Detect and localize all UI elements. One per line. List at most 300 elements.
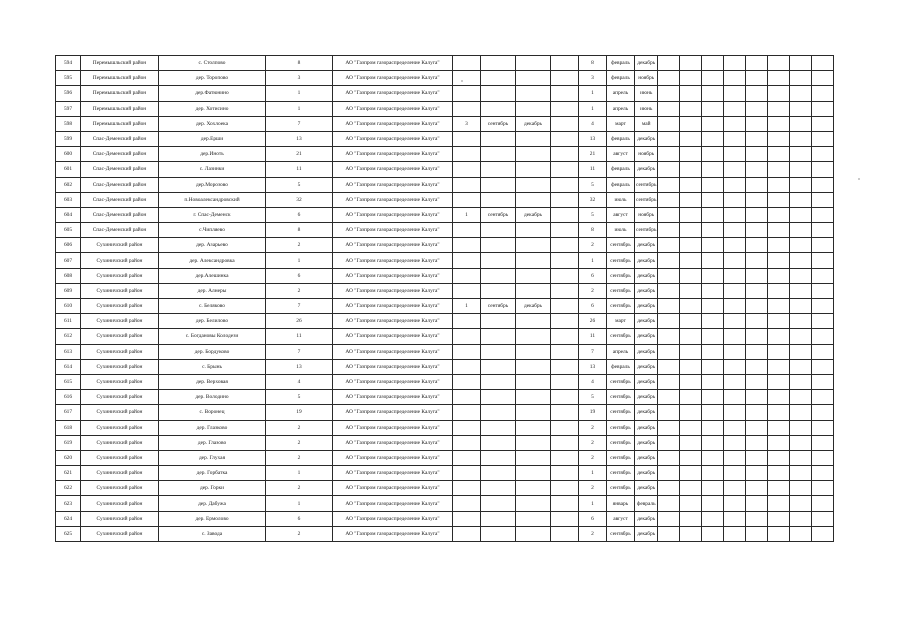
row-number: 596 <box>56 86 81 101</box>
empty-cell <box>680 223 702 238</box>
stage1-count <box>453 86 481 101</box>
empty-cell <box>768 192 790 207</box>
settlement-name: дер. Азарьево <box>159 238 266 253</box>
total-count: 7 <box>266 116 333 131</box>
empty-cell <box>746 481 768 496</box>
empty-cell <box>551 86 579 101</box>
empty-cell <box>768 496 790 511</box>
total-count: 11 <box>266 329 333 344</box>
district-name: Сухиничский район <box>81 253 159 268</box>
empty-cell <box>768 253 790 268</box>
empty-cell <box>790 253 812 268</box>
empty-cell <box>551 420 579 435</box>
stage1-count <box>453 405 481 420</box>
stage2-start-month: июль <box>607 223 635 238</box>
stage2-count: 6 <box>579 511 607 526</box>
empty-cell <box>746 116 768 131</box>
empty-cell <box>551 481 579 496</box>
stage1-count <box>453 268 481 283</box>
stage1-count <box>453 162 481 177</box>
empty-cell <box>790 390 812 405</box>
table-row <box>56 329 834 344</box>
stage1-start-month <box>481 526 516 541</box>
empty-cell <box>768 223 790 238</box>
empty-cell <box>702 435 724 450</box>
empty-cell <box>812 526 834 541</box>
empty-cell <box>768 299 790 314</box>
empty-cell <box>790 526 812 541</box>
settlement-name: с. Лазинки <box>159 162 266 177</box>
empty-cell <box>702 283 724 298</box>
empty-cell <box>680 435 702 450</box>
empty-cell <box>680 314 702 329</box>
empty-cell <box>658 359 680 374</box>
empty-cell <box>724 192 746 207</box>
stage2-start-month: сентябрь <box>607 329 635 344</box>
empty-cell <box>658 192 680 207</box>
empty-cell <box>746 238 768 253</box>
empty-cell <box>702 299 724 314</box>
empty-cell <box>658 374 680 389</box>
stage1-count <box>453 314 481 329</box>
stage1-count <box>453 101 481 116</box>
stage2-count: 2 <box>579 420 607 435</box>
empty-cell <box>790 56 812 71</box>
empty-cell <box>790 238 812 253</box>
stage1-start-month <box>481 101 516 116</box>
empty-cell <box>746 56 768 71</box>
stage2-end-month: декабрь <box>635 283 658 298</box>
table-row <box>56 268 834 283</box>
stage1-count <box>453 56 481 71</box>
empty-cell <box>746 299 768 314</box>
stage1-start-month <box>481 420 516 435</box>
stage1-start-month: сентябрь <box>481 207 516 222</box>
empty-cell <box>812 253 834 268</box>
empty-cell <box>551 496 579 511</box>
empty-cell <box>746 496 768 511</box>
settlement-name: с. Беляково <box>159 299 266 314</box>
settlement-name: дер. Александровка <box>159 253 266 268</box>
total-count: 1 <box>266 86 333 101</box>
total-count: 2 <box>266 435 333 450</box>
stage2-count: 2 <box>579 481 607 496</box>
empty-cell <box>724 405 746 420</box>
empty-cell <box>746 223 768 238</box>
settlement-name: дер. Хохлоека <box>159 116 266 131</box>
stage2-start-month: февраль <box>607 359 635 374</box>
stage1-count <box>453 344 481 359</box>
empty-cell <box>790 344 812 359</box>
stage2-count: 5 <box>579 207 607 222</box>
stage2-count: 11 <box>579 162 607 177</box>
organization-name: АО "Газпром газораспределение Калуга" <box>333 481 453 496</box>
stage2-end-month: февраль <box>635 496 658 511</box>
empty-cell <box>724 283 746 298</box>
organization-name: АО "Газпром газораспределение Калуга" <box>333 435 453 450</box>
stage1-count <box>453 420 481 435</box>
row-number: 602 <box>56 177 81 192</box>
row-number: 604 <box>56 207 81 222</box>
stage2-count: 13 <box>579 359 607 374</box>
stage1-end-month <box>516 526 551 541</box>
empty-cell <box>746 253 768 268</box>
stage2-end-month: ноябрь <box>635 71 658 86</box>
empty-cell <box>724 101 746 116</box>
empty-cell <box>746 147 768 162</box>
stage2-end-month: июнь <box>635 86 658 101</box>
stage1-start-month <box>481 390 516 405</box>
stage1-end-month: декабрь <box>516 116 551 131</box>
empty-cell <box>812 359 834 374</box>
empty-cell <box>702 359 724 374</box>
stage2-end-month: ноябрь <box>635 147 658 162</box>
district-name: Перемышльский район <box>81 101 159 116</box>
stage2-start-month: сентябрь <box>607 435 635 450</box>
settlement-name: дер. Ермолово <box>159 511 266 526</box>
stage1-count <box>453 147 481 162</box>
empty-cell <box>702 420 724 435</box>
stage1-end-month <box>516 374 551 389</box>
empty-cell <box>790 207 812 222</box>
settlement-name: дер. Горбатка <box>159 466 266 481</box>
stage2-end-month: декабрь <box>635 344 658 359</box>
stage2-start-month: сентябрь <box>607 481 635 496</box>
empty-cell <box>768 526 790 541</box>
empty-cell <box>551 450 579 465</box>
empty-cell <box>790 496 812 511</box>
settlement-name: дер.Иноть <box>159 147 266 162</box>
empty-cell <box>658 526 680 541</box>
table-row <box>56 177 834 192</box>
stage2-count: 8 <box>579 56 607 71</box>
empty-cell <box>790 405 812 420</box>
empty-cell <box>812 314 834 329</box>
empty-cell <box>746 283 768 298</box>
row-number: 613 <box>56 344 81 359</box>
total-count: 1 <box>266 101 333 116</box>
row-number: 618 <box>56 420 81 435</box>
stage2-count: 13 <box>579 131 607 146</box>
table-row <box>56 344 834 359</box>
stage2-count: 32 <box>579 192 607 207</box>
stage2-count: 5 <box>579 390 607 405</box>
settlement-name: дер. Глазково <box>159 420 266 435</box>
empty-cell <box>658 101 680 116</box>
district-name: Спас-Деменский район <box>81 162 159 177</box>
stage2-count: 2 <box>579 450 607 465</box>
district-name: Сухиничский район <box>81 359 159 374</box>
empty-cell <box>812 511 834 526</box>
empty-cell <box>768 56 790 71</box>
district-name: Перемышльский район <box>81 86 159 101</box>
stage1-count <box>453 71 481 86</box>
district-name: Спас-Деменский район <box>81 192 159 207</box>
stage1-end-month <box>516 162 551 177</box>
empty-cell <box>768 329 790 344</box>
stage2-end-month: сентябрь <box>635 177 658 192</box>
empty-cell <box>702 101 724 116</box>
empty-cell <box>658 390 680 405</box>
stage2-start-month: апрель <box>607 86 635 101</box>
empty-cell <box>680 101 702 116</box>
empty-cell <box>768 238 790 253</box>
empty-cell <box>702 207 724 222</box>
stage1-end-month <box>516 192 551 207</box>
empty-cell <box>768 359 790 374</box>
row-number: 597 <box>56 101 81 116</box>
stage2-end-month: декабрь <box>635 359 658 374</box>
empty-cell <box>658 116 680 131</box>
empty-cell <box>702 314 724 329</box>
settlement-name: дер. Хотисино <box>159 101 266 116</box>
stage2-end-month: декабрь <box>635 314 658 329</box>
empty-cell <box>746 405 768 420</box>
empty-cell <box>702 71 724 86</box>
stage2-count: 6 <box>579 299 607 314</box>
stage2-count: 1 <box>579 86 607 101</box>
empty-cell <box>702 511 724 526</box>
total-count: 7 <box>266 299 333 314</box>
stage2-count: 1 <box>579 253 607 268</box>
empty-cell <box>790 511 812 526</box>
empty-cell <box>551 116 579 131</box>
table-row <box>56 450 834 465</box>
empty-cell <box>658 405 680 420</box>
empty-cell <box>680 496 702 511</box>
district-name: Сухиничский район <box>81 466 159 481</box>
stage1-end-month <box>516 481 551 496</box>
settlement-name: с. Воронец <box>159 405 266 420</box>
empty-cell <box>680 329 702 344</box>
empty-cell <box>790 131 812 146</box>
row-number: 603 <box>56 192 81 207</box>
settlement-name: дер. Торопово <box>159 71 266 86</box>
stage1-start-month <box>481 71 516 86</box>
empty-cell <box>551 314 579 329</box>
stage1-start-month <box>481 314 516 329</box>
empty-cell <box>746 131 768 146</box>
organization-name: АО "Газпром газораспределение Калуга" <box>333 374 453 389</box>
stage2-end-month: декабрь <box>635 253 658 268</box>
organization-name: АО "Газпром газораспределение Калуга" <box>333 268 453 283</box>
settlement-name: с. Брынь <box>159 359 266 374</box>
stage2-start-month: июль <box>607 192 635 207</box>
empty-cell <box>551 101 579 116</box>
stage2-start-month: сентябрь <box>607 268 635 283</box>
organization-name: АО "Газпром газораспределение Калуга" <box>333 314 453 329</box>
stage2-count: 7 <box>579 344 607 359</box>
stage1-start-month <box>481 466 516 481</box>
stage1-count <box>453 374 481 389</box>
stage1-count <box>453 177 481 192</box>
empty-cell <box>680 526 702 541</box>
empty-cell <box>680 481 702 496</box>
stage1-count <box>453 390 481 405</box>
gasification-table <box>55 55 834 542</box>
empty-cell <box>658 283 680 298</box>
empty-cell <box>768 511 790 526</box>
empty-cell <box>812 496 834 511</box>
empty-cell <box>746 207 768 222</box>
empty-cell <box>746 420 768 435</box>
stage2-start-month: сентябрь <box>607 526 635 541</box>
stage2-start-month: сентябрь <box>607 405 635 420</box>
settlement-name: дер. Глухая <box>159 450 266 465</box>
stage2-count: 11 <box>579 329 607 344</box>
empty-cell <box>680 283 702 298</box>
empty-cell <box>724 314 746 329</box>
organization-name: АО "Газпром газораспределение Калуга" <box>333 86 453 101</box>
stage2-start-month: сентябрь <box>607 420 635 435</box>
empty-cell <box>702 253 724 268</box>
stage2-end-month: декабрь <box>635 481 658 496</box>
empty-cell <box>680 71 702 86</box>
settlement-name: дер. Алнеры <box>159 283 266 298</box>
stage1-start-month <box>481 359 516 374</box>
stage2-end-month: декабрь <box>635 450 658 465</box>
empty-cell <box>680 450 702 465</box>
total-count: 6 <box>266 207 333 222</box>
empty-cell <box>768 344 790 359</box>
empty-cell <box>680 344 702 359</box>
stage2-start-month: август <box>607 511 635 526</box>
stage2-start-month: сентябрь <box>607 283 635 298</box>
empty-cell <box>768 86 790 101</box>
empty-cell <box>724 329 746 344</box>
empty-cell <box>724 223 746 238</box>
stage2-count: 4 <box>579 116 607 131</box>
empty-cell <box>702 496 724 511</box>
stage1-end-month <box>516 238 551 253</box>
stage2-end-month: декабрь <box>635 56 658 71</box>
district-name: Сухиничский район <box>81 511 159 526</box>
stage2-count: 3 <box>579 71 607 86</box>
empty-cell <box>724 177 746 192</box>
stage2-count: 21 <box>579 147 607 162</box>
row-number: 620 <box>56 450 81 465</box>
stage2-count: 4 <box>579 374 607 389</box>
stage1-start-month <box>481 496 516 511</box>
settlement-name: дер. Белилово <box>159 314 266 329</box>
empty-cell <box>658 344 680 359</box>
stage2-end-month: декабрь <box>635 329 658 344</box>
settlement-name: дер. Верховая <box>159 374 266 389</box>
stage1-start-month <box>481 238 516 253</box>
empty-cell <box>551 238 579 253</box>
stage1-end-month: декабрь <box>516 207 551 222</box>
stage2-start-month: апрель <box>607 344 635 359</box>
empty-cell <box>680 390 702 405</box>
district-name: Спас-Деменский район <box>81 223 159 238</box>
empty-cell <box>658 71 680 86</box>
table-row <box>56 192 834 207</box>
organization-name: АО "Газпром газораспределение Калуга" <box>333 359 453 374</box>
empty-cell <box>790 116 812 131</box>
row-number: 624 <box>56 511 81 526</box>
total-count: 8 <box>266 223 333 238</box>
stage2-start-month: февраль <box>607 177 635 192</box>
total-count: 3 <box>266 71 333 86</box>
row-number: 614 <box>56 359 81 374</box>
empty-cell <box>658 131 680 146</box>
total-count: 26 <box>266 314 333 329</box>
empty-cell <box>768 481 790 496</box>
stage1-end-month <box>516 177 551 192</box>
total-count: 5 <box>266 390 333 405</box>
empty-cell <box>768 147 790 162</box>
empty-cell <box>768 435 790 450</box>
empty-cell <box>702 116 724 131</box>
settlement-name: дер.Ерши <box>159 131 266 146</box>
district-name: Сухиничский район <box>81 390 159 405</box>
stage2-start-month: март <box>607 314 635 329</box>
total-count: 2 <box>266 526 333 541</box>
empty-cell <box>790 71 812 86</box>
stage1-count <box>453 131 481 146</box>
stage1-end-month <box>516 435 551 450</box>
total-count: 7 <box>266 344 333 359</box>
empty-cell <box>702 131 724 146</box>
stage2-end-month: декабрь <box>635 131 658 146</box>
stage2-start-month: февраль <box>607 71 635 86</box>
stage2-count: 2 <box>579 283 607 298</box>
stage1-start-month <box>481 435 516 450</box>
stage2-count: 2 <box>579 238 607 253</box>
stage1-count <box>453 223 481 238</box>
total-count: 11 <box>266 162 333 177</box>
district-name: Спас-Деменский район <box>81 177 159 192</box>
empty-cell <box>680 466 702 481</box>
table-row <box>56 131 834 146</box>
district-name: Сухиничский район <box>81 238 159 253</box>
table-row <box>56 390 834 405</box>
empty-cell <box>724 56 746 71</box>
organization-name: АО "Газпром газораспределение Калуга" <box>333 283 453 298</box>
stage1-end-month <box>516 496 551 511</box>
empty-cell <box>551 192 579 207</box>
row-number: 612 <box>56 329 81 344</box>
table-row <box>56 314 834 329</box>
stage1-start-month <box>481 177 516 192</box>
table-row <box>56 374 834 389</box>
stage2-end-month: ноябрь <box>635 207 658 222</box>
district-name: Перемышльский район <box>81 71 159 86</box>
stage1-start-month <box>481 86 516 101</box>
stage2-end-month: сентябрь <box>635 192 658 207</box>
empty-cell <box>790 177 812 192</box>
table-body <box>56 56 834 542</box>
empty-cell <box>702 86 724 101</box>
empty-cell <box>658 466 680 481</box>
district-name: Сухиничский район <box>81 405 159 420</box>
empty-cell <box>551 435 579 450</box>
stage2-end-month: декабрь <box>635 390 658 405</box>
empty-cell <box>790 162 812 177</box>
empty-cell <box>551 526 579 541</box>
empty-cell <box>551 147 579 162</box>
stage1-count: 1 <box>453 207 481 222</box>
stage2-count: 1 <box>579 496 607 511</box>
empty-cell <box>746 466 768 481</box>
table-row <box>56 101 834 116</box>
empty-cell <box>680 299 702 314</box>
empty-cell <box>768 162 790 177</box>
empty-cell <box>551 207 579 222</box>
total-count: 6 <box>266 511 333 526</box>
total-count: 19 <box>266 405 333 420</box>
stage1-start-month <box>481 268 516 283</box>
